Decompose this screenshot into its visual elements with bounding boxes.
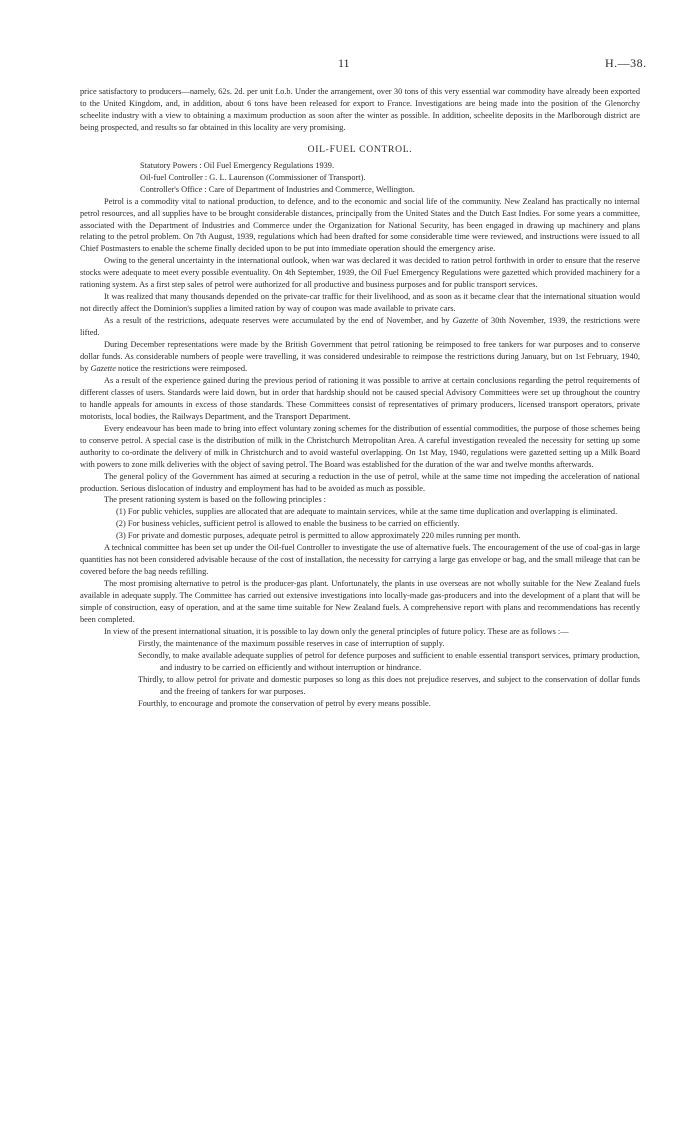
- para4-text-b: of 30th November, 1939, the restrictions were lifted.: [80, 316, 640, 338]
- paragraph-advisory-committees: As a result of the experience gained during the previous period of rationing it was possible to arrive at certain conclusions regarding the petrol requirements of different classes of users. Standards were laid down, but in order that hardship should not be caused special Advisory Committees were set up throughout the country to handle appeals for amounts in excess of those standards. These Committees consist of representatives of primary producers, licensed transport operators, private motorists, local bodies, the Railways Department, and the Transport Department.: [80, 375, 640, 421]
- paragraph-general-policy: The general policy of the Government has aimed at securing a reduction in the use of petrol, while at the same time not impeding the acceleration of national production. Serious dislocation of industry and employment has had to be avoided as much as possible.: [80, 471, 640, 493]
- principle-private-purposes: (3) For private and domestic purposes, adequate petrol is permitted to allow approximately 220 miles running per month.: [116, 531, 521, 541]
- page-header: [0, 56, 700, 70]
- para5-text-b: notice the restrictions were reimposed.: [115, 363, 248, 373]
- principle-business-vehicles: (2) For business vehicles, sufficient petrol is allowed to enable the business to be carried on efficiently.: [116, 519, 460, 529]
- oil-fuel-controller: Oil-fuel Controller : G. L. Laurenson (Commissioner of Transport).: [140, 172, 366, 182]
- document-reference: H.—38.: [605, 56, 647, 70]
- statutory-powers: Statutory Powers : Oil Fuel Emergency Regulations 1939.: [140, 160, 335, 170]
- paragraph-alternative-fuels: A technical committee has been set up under the Oil-fuel Controller to investigate the use of alternative fuels. The encouragement of the use of coal-gas in large quantities has not been considered advisable because of the cost of installation, the necessity for carrying a large gas envelope or bag, and the small mileage that can be covered before the bag needs refilling.: [80, 543, 640, 577]
- intro-paragraph: price satisfactory to producers—namely, 62s. 2d. per unit f.o.b. Under the arrangement, over 30 tons of this very essential war commodity have already been exported to the United Kingdom, and, in addition, about 6 tons have been released for export to France. Investigations are being made into the position of the Glenorchy scheelite industry with a view to obtaining a maximum production as soon after the winter as possible. In addition, scheelite deposits in the Marlborough district are being prospected, and results so far obtained in this locality are very promising.: [80, 87, 640, 132]
- paragraph-private-car-ration: It was realized that many thousands depended on the private-car traffic for their livelihood, and as soon as it became clear that the international situation would not directly affect the Dominion's supplies a limited ration by way of coupon was made available to private cars.: [80, 292, 640, 314]
- principles-list: [80, 506, 640, 542]
- paragraph-petrol-vital: Petrol is a commodity vital to national production, to defence, and to the economic and social life of the community. New Zealand has practically no internal petrol resources, and all supplies have to be brought considerable distances, principally from the United States and the Dutch East Indies. For some years a committee, associated with the Department of Industries and Commerce under the Organization for National Security, has been engaged in drawing up machinery and plans relating to the petrol problem. On 7th August, 1939, regulations which had been drafted for some considerable time were reviewed, and instructions were issued to all Chief Postmasters to enable the scheme finally decided upon to be put into immediate operation should the emergency arise.: [80, 196, 640, 254]
- controller-office: Controller's Office : Care of Department of Industries and Commerce, Wellington.: [140, 184, 415, 194]
- policy-fourthly: Fourthly, to encourage and promote the conservation of petrol by every means possible.: [138, 698, 431, 708]
- statutory-block: [80, 160, 640, 196]
- policy-secondly: Secondly, to make available adequate supplies of petrol for defence purposes and sufficient to enable essential transport services, primary production, and industry to be carried on efficiently and without interruption or hindrance.: [138, 650, 640, 672]
- policy-firstly: Firstly, the maintenance of the maximum possible reserves in case of interruption of supply.: [138, 638, 445, 648]
- paragraph-restrictions-lifted: [80, 315, 640, 339]
- section-title: OIL-FUEL CONTROL.: [307, 143, 413, 155]
- page-number: 11: [338, 56, 350, 70]
- paragraph-producer-gas: The most promising alternative to petrol is the producer-gas plant. Unfortunately, the plants in use overseas are not wholly suitable for the New Zealand fuels available in adequate supply. The Committee has carried out extensive investigations into locally-made gas-producers and into the development of a plant that will be simple of construction, easy of operation, and at the same time suitable for New Zealand fuels. A comprehensive report with plans and recommendations has recently been completed.: [80, 579, 640, 624]
- para5-text-a: During December representations were made by the British Government that petrol rationing be reimposed to free tankers for war purposes and to conserve dollar funds. As considerable numbers of people were travelling, it was considered undesirable to reimpose the restrictions during January, but on 1st February, 1940, by: [80, 340, 640, 373]
- paragraph-principles-intro: The present rationing system is based on the following principles :: [104, 495, 326, 505]
- principle-public-vehicles: (1) For public vehicles, supplies are allocated that are adequate to maintain services, while at the same time duplication and overlapping is eliminated.: [116, 507, 618, 517]
- paragraph-rationing-reimposed: [80, 339, 640, 375]
- policy-list: [80, 638, 640, 710]
- policy-thirdly: Thirdly, to allow petrol for private and domestic purposes so long as this does not prejudice reserves, and subject to the conservation of dollar funds and the freeing of tankers for war purposes.: [138, 674, 640, 696]
- paragraph-zoning-schemes: Every endeavour has been made to bring into effect voluntary zoning schemes for the distribution of essential commodities, the purpose of those schemes being to conserve petrol. A special case is the distribution of milk in the Christchurch Metropolitan Area. A careful investigation revealed the necessity for setting up some authority to co-ordinate the delivery of milk in Christchurch and to avoid wasteful overlapping. On 1st May, 1940, regulations were gazetted setting up a Milk Board with powers to zone milk deliveries with the object of saving petrol. The Board was established for the duration of the war and twelve months afterwards.: [80, 423, 640, 469]
- gazette-word: Gazette: [90, 363, 116, 373]
- para4-text-a: As a result of the restrictions, adequate reserves were accumulated by the end of November, and by: [104, 316, 453, 326]
- paragraph-rationing-decision: Owing to the general uncertainty in the international outlook, when war was declared it was decided to ration petrol forthwith in order to ensure that the reserve stocks were adequate to meet every possible eventuality. On 4th September, 1939, the Oil Fuel Emergency Regulations were gazetted which provided machinery for a rationing system. As a first step sales of petrol were authorized for all productive and business purposes and for public transport services.: [80, 256, 640, 290]
- paragraph-future-policy: In view of the present international situation, it is possible to lay down only the general principles of future policy. These are as follows :—: [104, 626, 569, 636]
- gazette-word: Gazette: [452, 316, 479, 326]
- page-body: [80, 86, 640, 710]
